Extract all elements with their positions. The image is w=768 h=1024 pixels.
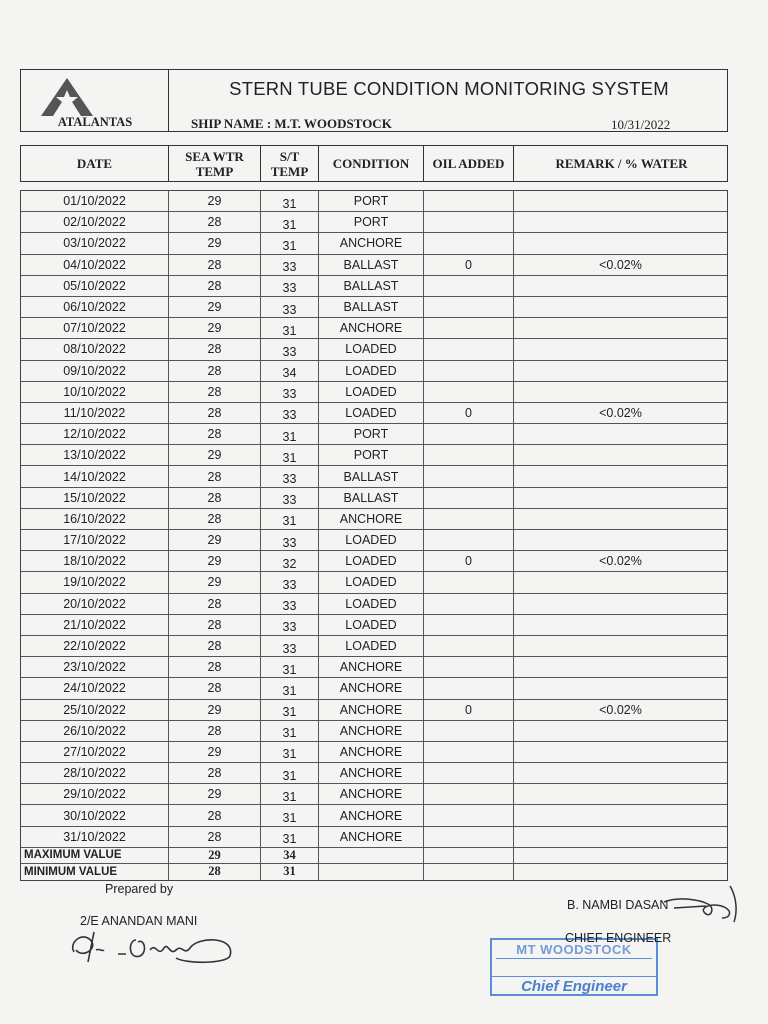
column-header-date: DATE <box>21 146 169 181</box>
cell-sea-wtr-temp: 28 <box>169 721 261 741</box>
table-row <box>21 424 727 445</box>
table-row <box>21 466 727 487</box>
cell-date: 16/10/2022 <box>21 509 169 529</box>
cell-oil-added <box>424 445 514 465</box>
cell-sea-wtr-temp: 29 <box>169 191 261 211</box>
cell-sea-wtr-temp: 29 <box>169 572 261 592</box>
cell-oil-added <box>424 721 514 741</box>
cell-condition: BALLAST <box>319 255 424 275</box>
logo-text: ATALANTAS <box>57 115 133 129</box>
cell-date: 22/10/2022 <box>21 636 169 656</box>
table-row <box>21 763 727 784</box>
cell-condition: LOADED <box>319 339 424 359</box>
cell-date: 27/10/2022 <box>21 742 169 762</box>
table-row <box>21 784 727 805</box>
cell-date: 21/10/2022 <box>21 615 169 635</box>
cell-oil-added <box>424 678 514 698</box>
report-date: 10/31/2022 <box>611 117 671 132</box>
cell-remark <box>514 318 727 338</box>
cell-date: 14/10/2022 <box>21 466 169 486</box>
document-header <box>20 69 728 132</box>
cell-condition: LOADED <box>319 382 424 402</box>
cell-st-temp: 31 <box>261 763 319 783</box>
cell-st-temp: 33 <box>261 572 319 592</box>
cell-oil-added <box>424 233 514 253</box>
cell-condition: ANCHORE <box>319 509 424 529</box>
cell-oil-added <box>424 742 514 762</box>
column-header-oil-added: OIL ADDED <box>424 146 514 181</box>
cell-sea-wtr-temp: 29 <box>169 445 261 465</box>
cell-remark <box>514 191 727 211</box>
table-header <box>20 145 728 182</box>
cell-sea-wtr-temp: 28 <box>169 763 261 783</box>
table-row <box>21 551 727 572</box>
cell-remark <box>514 636 727 656</box>
table-row <box>21 233 727 254</box>
cell-date: 06/10/2022 <box>21 297 169 317</box>
cell-condition: ANCHORE <box>319 742 424 762</box>
cell-date: 09/10/2022 <box>21 361 169 381</box>
cell-date: 10/10/2022 <box>21 382 169 402</box>
cell-sea-wtr-temp: 29 <box>169 742 261 762</box>
cell-condition: ANCHORE <box>319 827 424 847</box>
cell-date: 04/10/2022 <box>21 255 169 275</box>
cell-sea-wtr-temp: 28 <box>169 339 261 359</box>
cell-st-temp: 33 <box>261 636 319 656</box>
table-row <box>21 445 727 466</box>
company-logo <box>21 70 169 131</box>
cell-condition: LOADED <box>319 403 424 423</box>
cell-date: 17/10/2022 <box>21 530 169 550</box>
cell-st-temp: 33 <box>261 297 319 317</box>
summary-row <box>21 864 727 880</box>
signatory-title: CHIEF ENGINEER <box>565 931 672 945</box>
cell-condition: LOADED <box>319 530 424 550</box>
cell-condition: PORT <box>319 191 424 211</box>
cell-condition: ANCHORE <box>319 233 424 253</box>
cell-oil-added <box>424 276 514 296</box>
cell-st-temp: 33 <box>261 488 319 508</box>
cell-oil-added <box>424 339 514 359</box>
cell-date: 18/10/2022 <box>21 551 169 571</box>
summary-empty-oil <box>424 864 514 880</box>
cell-st-temp: 33 <box>261 594 319 614</box>
cell-condition: ANCHORE <box>319 763 424 783</box>
cell-st-temp: 31 <box>261 445 319 465</box>
cell-st-temp: 31 <box>261 318 319 338</box>
cell-condition: ANCHORE <box>319 805 424 825</box>
cell-condition: LOADED <box>319 572 424 592</box>
document-title: STERN TUBE CONDITION MONITORING SYSTEM <box>229 78 669 99</box>
cell-sea-wtr-temp: 28 <box>169 636 261 656</box>
table-row <box>21 572 727 593</box>
cell-st-temp: 33 <box>261 403 319 423</box>
cell-st-temp: 31 <box>261 784 319 804</box>
cell-remark <box>514 742 727 762</box>
cell-sea-wtr-temp: 28 <box>169 361 261 381</box>
cell-remark: <0.02% <box>599 257 642 272</box>
summary-st-temp: 34 <box>261 848 319 863</box>
table-row <box>21 276 727 297</box>
summary-label: MAXIMUM VALUE <box>21 848 169 863</box>
cell-oil-added <box>424 805 514 825</box>
summary-empty-remark <box>514 848 727 863</box>
cell-oil-added <box>424 191 514 211</box>
cell-date: 02/10/2022 <box>21 212 169 232</box>
table-row <box>21 191 727 212</box>
cell-date: 30/10/2022 <box>21 805 169 825</box>
cell-condition: LOADED <box>319 551 424 571</box>
cell-oil-added <box>424 297 514 317</box>
cell-sea-wtr-temp: 28 <box>169 382 261 402</box>
stamp-title: Chief Engineer <box>492 976 656 995</box>
cell-date: 03/10/2022 <box>21 233 169 253</box>
cell-sea-wtr-temp: 29 <box>169 700 261 720</box>
cell-date: 20/10/2022 <box>21 594 169 614</box>
cell-st-temp: 31 <box>261 678 319 698</box>
cell-remark <box>514 657 727 677</box>
column-header-st-temp: S/T TEMP <box>261 146 319 181</box>
cell-remark <box>514 424 727 444</box>
column-header-remark: REMARK / % WATER <box>555 156 688 171</box>
official-stamp <box>490 938 658 996</box>
cell-st-temp: 31 <box>261 212 319 232</box>
signatory-name: B. NAMBI DASAN <box>567 898 669 912</box>
cell-date: 15/10/2022 <box>21 488 169 508</box>
cell-remark <box>514 488 727 508</box>
cell-date: 25/10/2022 <box>21 700 169 720</box>
cell-oil-added <box>424 466 514 486</box>
summary-empty-condition <box>319 864 424 880</box>
cell-st-temp: 33 <box>261 255 319 275</box>
cell-st-temp: 31 <box>261 805 319 825</box>
table-row <box>21 678 727 699</box>
table-row <box>21 339 727 360</box>
table-row <box>21 721 727 742</box>
cell-condition: PORT <box>319 445 424 465</box>
summary-empty-condition <box>319 848 424 863</box>
cell-date: 23/10/2022 <box>21 657 169 677</box>
cell-st-temp: 31 <box>261 721 319 741</box>
cell-sea-wtr-temp: 29 <box>169 318 261 338</box>
preparer-name: 2/E ANANDAN MANI <box>80 914 198 928</box>
cell-condition: PORT <box>319 212 424 232</box>
table-row <box>21 700 727 721</box>
stamp-divider <box>496 958 652 959</box>
cell-oil-added: 0 <box>424 551 514 571</box>
cell-st-temp: 33 <box>261 339 319 359</box>
cell-oil-added <box>424 382 514 402</box>
cell-oil-added <box>424 657 514 677</box>
preparer-signature <box>66 920 246 968</box>
cell-sea-wtr-temp: 28 <box>169 488 261 508</box>
chief-engineer-signature <box>660 882 745 926</box>
cell-condition: ANCHORE <box>319 700 424 720</box>
cell-sea-wtr-temp: 28 <box>169 678 261 698</box>
cell-sea-wtr-temp: 29 <box>169 784 261 804</box>
cell-remark <box>514 509 727 529</box>
cell-sea-wtr-temp: 28 <box>169 212 261 232</box>
cell-st-temp: 31 <box>261 827 319 847</box>
cell-remark: <0.02% <box>599 405 642 420</box>
table-row <box>21 530 727 551</box>
summary-sea-wtr-temp: 28 <box>169 864 261 880</box>
table-row <box>21 382 727 403</box>
cell-st-temp: 31 <box>261 742 319 762</box>
cell-oil-added <box>424 827 514 847</box>
cell-remark <box>514 361 727 381</box>
cell-sea-wtr-temp: 28 <box>169 827 261 847</box>
cell-condition: LOADED <box>319 594 424 614</box>
cell-remark <box>514 763 727 783</box>
cell-oil-added <box>424 615 514 635</box>
cell-condition: LOADED <box>319 636 424 656</box>
cell-sea-wtr-temp: 29 <box>169 551 261 571</box>
data-table <box>20 190 728 881</box>
cell-remark <box>514 721 727 741</box>
table-row <box>21 805 727 826</box>
summary-sea-wtr-temp: 29 <box>169 848 261 863</box>
cell-condition: BALLAST <box>319 488 424 508</box>
table-row <box>21 255 727 276</box>
cell-sea-wtr-temp: 28 <box>169 424 261 444</box>
cell-remark: <0.02% <box>599 554 642 569</box>
cell-remark <box>514 276 727 296</box>
column-header-sea-wtr-temp: SEA WTR TEMP <box>169 146 261 181</box>
ship-name: SHIP NAME : M.T. WOODSTOCK <box>191 116 392 131</box>
table-row <box>21 212 727 233</box>
cell-st-temp: 33 <box>261 466 319 486</box>
cell-remark <box>514 382 727 402</box>
prepared-by-label: Prepared by <box>105 882 174 896</box>
table-row <box>21 509 727 530</box>
cell-st-temp: 32 <box>261 551 319 571</box>
summary-st-temp: 31 <box>261 864 319 880</box>
cell-date: 31/10/2022 <box>21 827 169 847</box>
table-row <box>21 657 727 678</box>
cell-st-temp: 31 <box>261 509 319 529</box>
cell-date: 28/10/2022 <box>21 763 169 783</box>
table-row <box>21 615 727 636</box>
column-header-condition: CONDITION <box>319 146 424 181</box>
cell-oil-added: 0 <box>424 700 514 720</box>
cell-oil-added <box>424 763 514 783</box>
cell-oil-added <box>424 784 514 804</box>
cell-remark <box>514 678 727 698</box>
cell-remark <box>514 445 727 465</box>
cell-date: 08/10/2022 <box>21 339 169 359</box>
cell-oil-added <box>424 509 514 529</box>
cell-date: 26/10/2022 <box>21 721 169 741</box>
cell-date: 11/10/2022 <box>21 403 169 423</box>
cell-condition: LOADED <box>319 615 424 635</box>
cell-sea-wtr-temp: 29 <box>169 530 261 550</box>
cell-st-temp: 34 <box>261 361 319 381</box>
cell-oil-added <box>424 212 514 232</box>
table-row <box>21 636 727 657</box>
table-row <box>21 403 727 424</box>
stamp-ship-name: MT WOODSTOCK <box>516 942 632 957</box>
cell-condition: ANCHORE <box>319 657 424 677</box>
cell-sea-wtr-temp: 28 <box>169 657 261 677</box>
cell-date: 19/10/2022 <box>21 572 169 592</box>
cell-remark <box>514 530 727 550</box>
cell-condition: PORT <box>319 424 424 444</box>
cell-condition: LOADED <box>319 361 424 381</box>
cell-oil-added <box>424 488 514 508</box>
cell-sea-wtr-temp: 29 <box>169 233 261 253</box>
summary-empty-remark <box>514 864 727 880</box>
table-row <box>21 361 727 382</box>
cell-oil-added <box>424 424 514 444</box>
cell-condition: BALLAST <box>319 297 424 317</box>
cell-oil-added <box>424 594 514 614</box>
cell-condition: ANCHORE <box>319 678 424 698</box>
cell-sea-wtr-temp: 28 <box>169 509 261 529</box>
cell-remark <box>514 827 727 847</box>
cell-condition: ANCHORE <box>319 784 424 804</box>
cell-remark <box>514 572 727 592</box>
cell-date: 29/10/2022 <box>21 784 169 804</box>
summary-label: MINIMUM VALUE <box>21 864 169 880</box>
cell-date: 24/10/2022 <box>21 678 169 698</box>
cell-st-temp: 33 <box>261 382 319 402</box>
cell-date: 07/10/2022 <box>21 318 169 338</box>
cell-sea-wtr-temp: 28 <box>169 805 261 825</box>
cell-remark <box>514 233 727 253</box>
cell-remark <box>514 594 727 614</box>
cell-sea-wtr-temp: 28 <box>169 403 261 423</box>
cell-remark <box>514 297 727 317</box>
cell-remark <box>514 212 727 232</box>
cell-sea-wtr-temp: 28 <box>169 594 261 614</box>
table-row <box>21 827 727 848</box>
cell-remark: <0.02% <box>599 702 642 717</box>
cell-oil-added <box>424 530 514 550</box>
cell-condition: ANCHORE <box>319 721 424 741</box>
cell-date: 01/10/2022 <box>21 191 169 211</box>
cell-sea-wtr-temp: 28 <box>169 276 261 296</box>
cell-date: 12/10/2022 <box>21 424 169 444</box>
table-row <box>21 488 727 509</box>
cell-st-temp: 31 <box>261 424 319 444</box>
cell-remark <box>514 615 727 635</box>
summary-empty-oil <box>424 848 514 863</box>
cell-st-temp: 33 <box>261 530 319 550</box>
table-row <box>21 318 727 339</box>
table-row <box>21 594 727 615</box>
cell-oil-added <box>424 318 514 338</box>
cell-st-temp: 31 <box>261 233 319 253</box>
cell-condition: BALLAST <box>319 276 424 296</box>
cell-sea-wtr-temp: 28 <box>169 466 261 486</box>
cell-remark <box>514 805 727 825</box>
cell-st-temp: 31 <box>261 700 319 720</box>
cell-oil-added: 0 <box>424 255 514 275</box>
cell-date: 13/10/2022 <box>21 445 169 465</box>
cell-condition: BALLAST <box>319 466 424 486</box>
cell-sea-wtr-temp: 28 <box>169 615 261 635</box>
cell-sea-wtr-temp: 29 <box>169 297 261 317</box>
cell-remark <box>514 784 727 804</box>
cell-oil-added <box>424 636 514 656</box>
summary-row <box>21 848 727 864</box>
table-row <box>21 742 727 763</box>
cell-oil-added <box>424 572 514 592</box>
cell-oil-added <box>424 361 514 381</box>
atalantas-logo-icon <box>39 76 95 118</box>
cell-st-temp: 31 <box>261 191 319 211</box>
cell-sea-wtr-temp: 28 <box>169 255 261 275</box>
cell-remark <box>514 339 727 359</box>
cell-remark <box>514 466 727 486</box>
cell-st-temp: 33 <box>261 615 319 635</box>
cell-condition: ANCHORE <box>319 318 424 338</box>
cell-st-temp: 33 <box>261 276 319 296</box>
cell-st-temp: 31 <box>261 657 319 677</box>
cell-oil-added: 0 <box>424 403 514 423</box>
table-row <box>21 297 727 318</box>
cell-date: 05/10/2022 <box>21 276 169 296</box>
